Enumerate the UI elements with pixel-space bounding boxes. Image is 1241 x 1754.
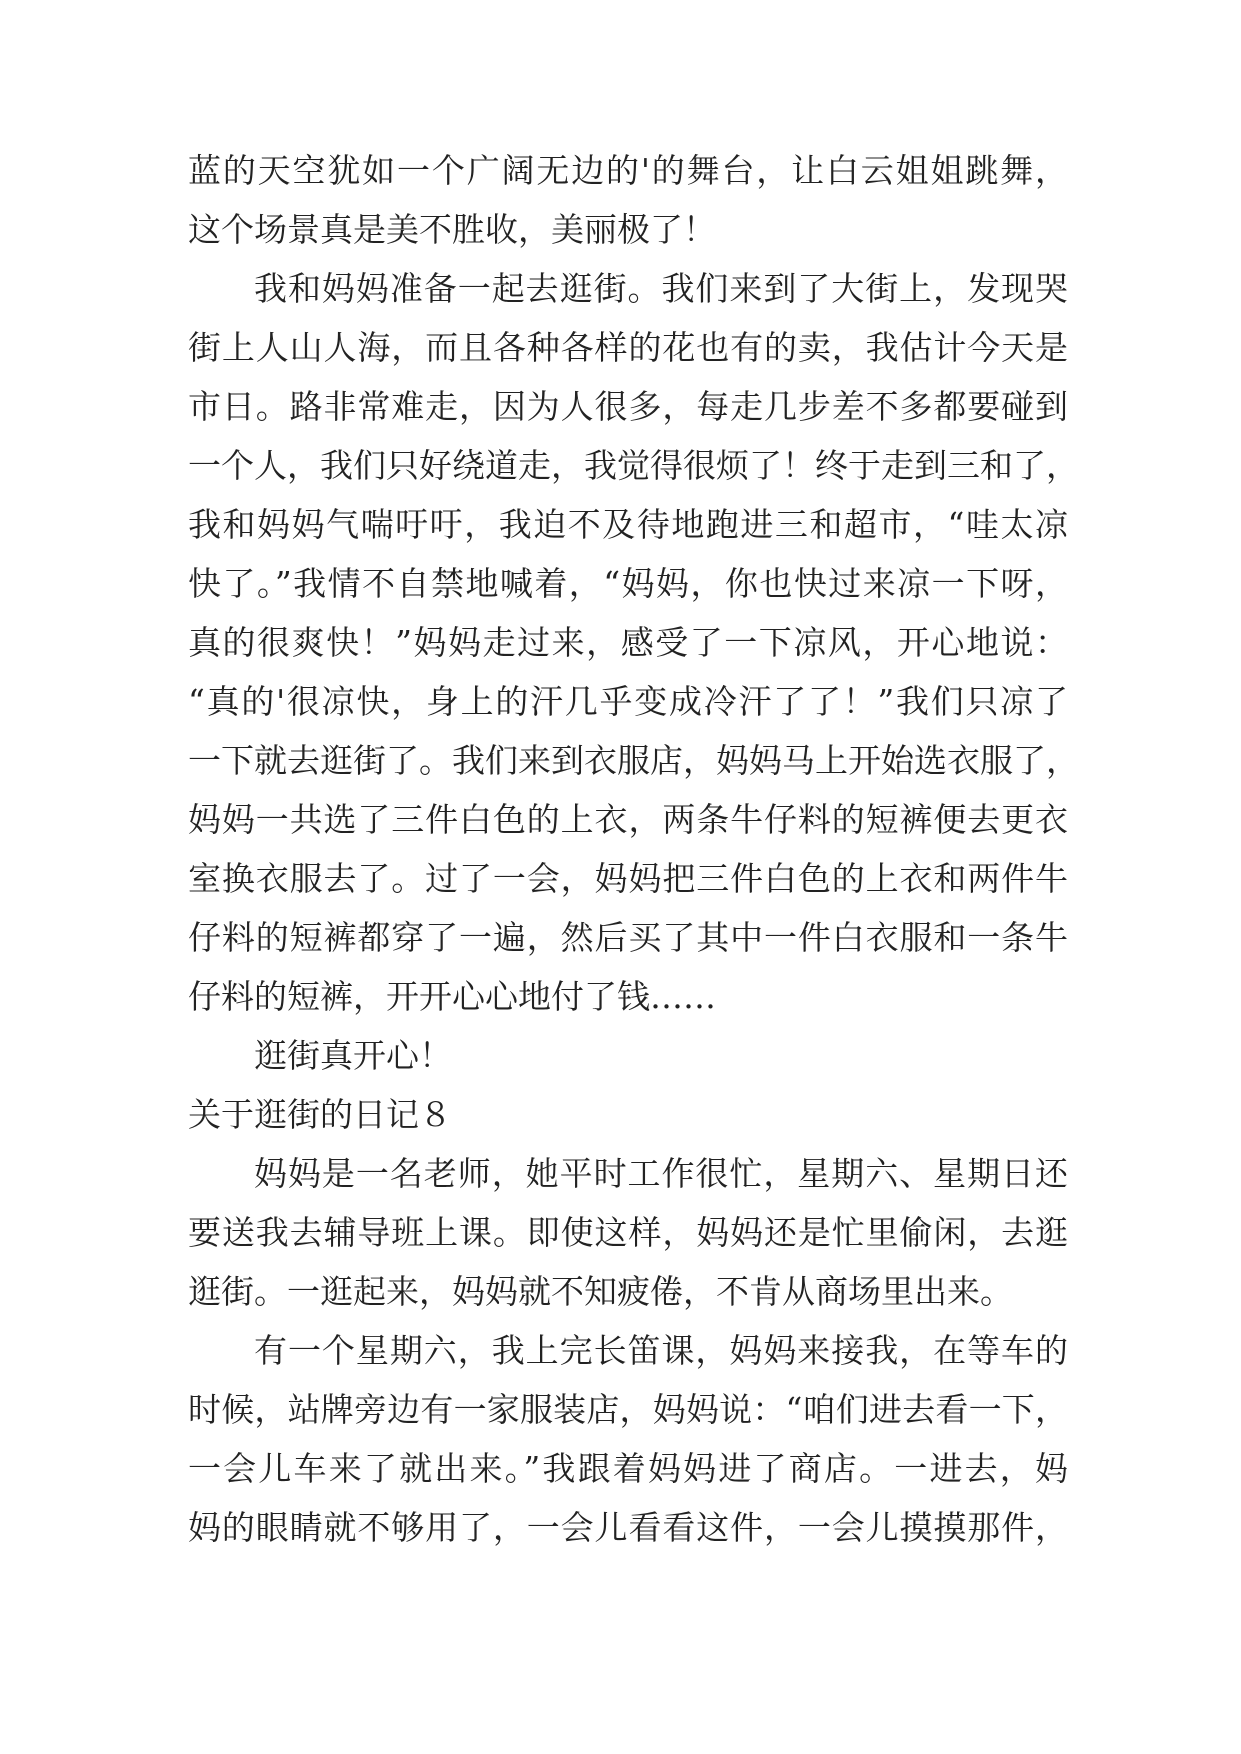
paragraph-line: 时候，站牌旁边有一家服装店，妈妈说：“咱们进去看一下， (188, 1390, 1068, 1429)
paragraph-line: 妈的眼睛就不够用了，一会儿看看这件，一会儿摸摸那件， (188, 1508, 1068, 1547)
paragraph-line: 妈妈一共选了三件白色的上衣，两条牛仔料的短裤便去更衣 (188, 800, 1068, 839)
paragraph-line: 室换衣服去了。过了一会，妈妈把三件白色的上衣和两件牛 (188, 859, 1068, 898)
paragraph-line: 这个场景真是美不胜收，美丽极了！ (188, 210, 716, 249)
paragraph-line: 真的很爽快！”妈妈走过来，感受了一下凉风，开心地说： (188, 623, 1068, 662)
paragraph-line: 市日。路非常难走，因为人很多，每走几步差不多都要碰到 (188, 387, 1068, 426)
paragraph-line: 逛街真开心！ (254, 1036, 452, 1075)
paragraph-line: 有一个星期六，我上完长笛课，妈妈来接我，在等车的 (254, 1331, 1068, 1370)
paragraph-line: 快了。”我情不自禁地喊着，“妈妈，你也快过来凉一下呀， (188, 564, 1068, 603)
paragraph-line: 逛街。一逛起来，妈妈就不知疲倦，不肯从商场里出来。 (188, 1272, 1013, 1311)
paragraph-line: 仔料的短裤，开开心心地付了钱…… (188, 977, 716, 1016)
paragraph-line: 一下就去逛街了。我们来到衣服店，妈妈马上开始选衣服了， (188, 741, 1079, 780)
paragraph-line: 一会儿车来了就出来。”我跟着妈妈进了商店。一进去，妈 (188, 1449, 1068, 1488)
paragraph-line: 一个人，我们只好绕道走，我觉得很烦了！终于走到三和了， (188, 446, 1079, 485)
section-title: 关于逛街的日记８ (188, 1095, 452, 1134)
paragraph-line: “真的'很凉快，身上的汗几乎变成冷汗了了！”我们只凉了 (188, 682, 1068, 721)
paragraph-line: 仔料的短裤都穿了一遍，然后买了其中一件白衣服和一条牛 (188, 918, 1068, 957)
paragraph-line: 蓝的天空犹如一个广阔无边的'的舞台，让白云姐姐跳舞， (188, 151, 1068, 190)
paragraph-line: 我和妈妈气喘吁吁，我迫不及待地跑进三和超市，“哇太凉 (188, 505, 1068, 544)
paragraph-line: 妈妈是一名老师，她平时工作很忙，星期六、星期日还 (254, 1154, 1068, 1193)
paragraph-line: 我和妈妈准备一起去逛街。我们来到了大街上，发现哭 (254, 269, 1068, 308)
paragraph-line: 要送我去辅导班上课。即使这样，妈妈还是忙里偷闲，去逛 (188, 1213, 1068, 1252)
paragraph-line: 街上人山人海，而且各种各样的花也有的卖，我估计今天是 (188, 328, 1068, 367)
